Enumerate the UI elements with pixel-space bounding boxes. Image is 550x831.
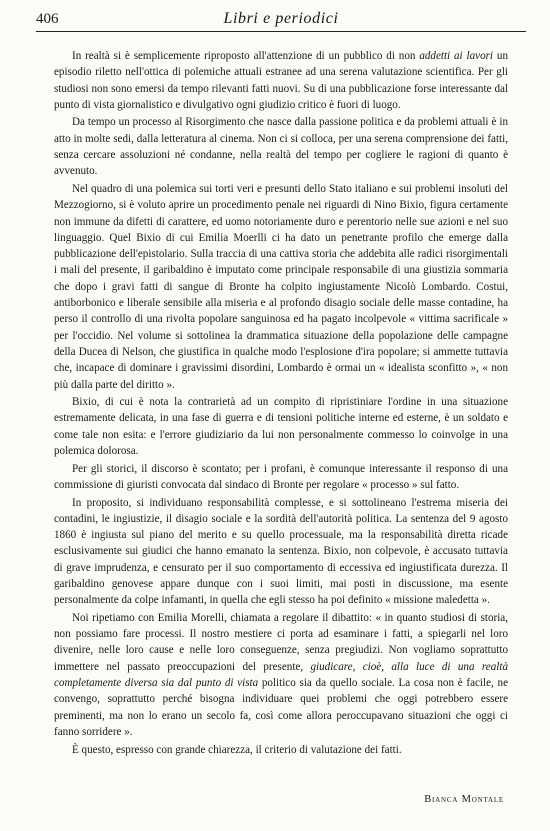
paragraph: Per gli storici, il discorso è scontato; per i profani, è comunque interessante il responso di una commissione di giuristi convocata dal sindaco di Bronte per regolare « processo » sul fatto. bbox=[54, 462, 508, 491]
paragraph: Da tempo un processo al Risorgimento che nasce dalla passione politica e da problemi attuali è in atto in molte sedi, dalla letteratura al cinema. Non ci si colloca, per una serena comprensione dei fatti, senza cercare assoluzioni né condanne, nella realtà del tempo per cogliere le ragioni di quanto è avvenuto. bbox=[54, 116, 508, 178]
running-title: Libri e periodici bbox=[223, 10, 339, 27]
page-header bbox=[36, 9, 526, 32]
emphasis: addetti ai lavori bbox=[419, 50, 494, 62]
paragraph: Nel quadro di una polemica sui torti veri e presunti dello Stato italiano e sui problemi insoluti del Mezzogiorno, si è voluto aprire un procedimento penale nei riguardi di Nino Bixio, figura certamente non immune da difetti di carattere, ed uomo notoriamente duro e perentorio nelle sue azioni e nel suo linguaggio. Quel Bixio di cui Emilia Moerlli ci ha dato un penetrante profilo che emerge dalla pubblicazione dell'epistolario. Sulla traccia di una cattiva storia che addebita alle radici risorgimentali i mali del presente, il garibaldino è imputato come principale responsabile di una giustizia sommaria che dopo i gravi fatti di sangue di Bronte ha colpito ingiustamente Nicolò Lombardo. Costui, antiborbonico e liberale sensibile alla miseria e al profondo disagio sociale delle masse contadine, ha perso il controllo di una rivolta popolare sanguinosa ed ha pagato incolpevole « vittima sacrificale » per l'occidio. Nel volume si sottolinea la drammatica situazione della popolazione delle campagne della Ducea di Nelson, che giustifica in qualche modo l'esplosione d'ira popolare; si ammette tuttavia che, incapace di dominare i gravissimi disordini, Lombardo è ormai un « idealista sconfitto », « non più dalla parte del diritto ». bbox=[54, 182, 508, 391]
paragraph: In proposito, si individuano responsabilità complesse, e si sottolineano l'estrema miseria dei contadini, le ingiustizie, il disagio sociale e la sordità dell'autorità politica. La sentenza del 9 agosto 1860 è ingiusta sul piano del merito e su quello processuale, ma la responsabilità diretta ricade esclusivamente sui giudici che hanno emanato la sentenza. Bixio, non colpevole, è accusato tuttavia di grave imprudenza, e censurato per il suo comportamento di eccessiva ed ingiustificata durezza. Il garibaldino genovese appare dunque con i suoi limiti, mai posti in discussione, ma esente personalmente da colpe infamanti, in quella che egli stesso ha poi definito « missione maledetta ». bbox=[54, 496, 508, 607]
page-number: 406 bbox=[36, 11, 59, 27]
paragraph: Bixio, di cui è nota la contrarietà ad un compito di ripristiniare l'ordine in una situazione estremamente delicata, in una fase di guerra e di tensioni politiche interne ed esterne, è un soldato e come tale non esita: e l'errore giudiziario da lui non personalmente commesso lo coinvolge in una polemica dolorosa. bbox=[54, 396, 508, 458]
emphasis: giudicare, cioè, alla luce di una realtà completamente diversa sia dal punto di vista bbox=[54, 660, 508, 690]
author-signature: Bianca Montale bbox=[424, 794, 504, 805]
paragraph: È questo, espresso con grande chiarezza, il criterio di valutazione dei fatti. bbox=[72, 743, 402, 756]
paragraph: In realtà si è semplicemente riproposto all'attenzione di un pubblico di non addetti ai lavori un episodio riletto nell'ottica di polemiche attuali estranee ad una serena valutazione scientifica. Per gli studiosi non sono emersi da tempo rilevanti fatti nuovi. Su di una pubblicazione forse interessante dal punto di vista giornalistico e divulgativo ogni giudizio critico è fuori di luogo. bbox=[54, 50, 508, 111]
paragraph: Noi ripetiamo con Emilia Morelli, chiamata a regolare il dibattito: « in quanto studiosi di storia, non possiamo fare processi. Il nostro mestiere ci porta ad esaminare i fatti, a spiegarli nel loro divenire, nelle loro cause e nelle loro conseguenze, senza pregiudizi. Non vogliamo soprattutto immettere nel passato preoccupazioni del presente, giudicare, cioè, alla luce di una realtà completamente diversa sia dal punto di vista politico sia da quello sociale. La cosa non è facile, ne convengo, soprattutto perché bisogna individuare quei problemi che oggi potrebbero essere preminenti, ma non lo erano un secolo fa, così come allora peroccupavano situazioni che oggi ci fanno sorridere ». bbox=[54, 611, 508, 738]
article-body bbox=[54, 48, 508, 759]
